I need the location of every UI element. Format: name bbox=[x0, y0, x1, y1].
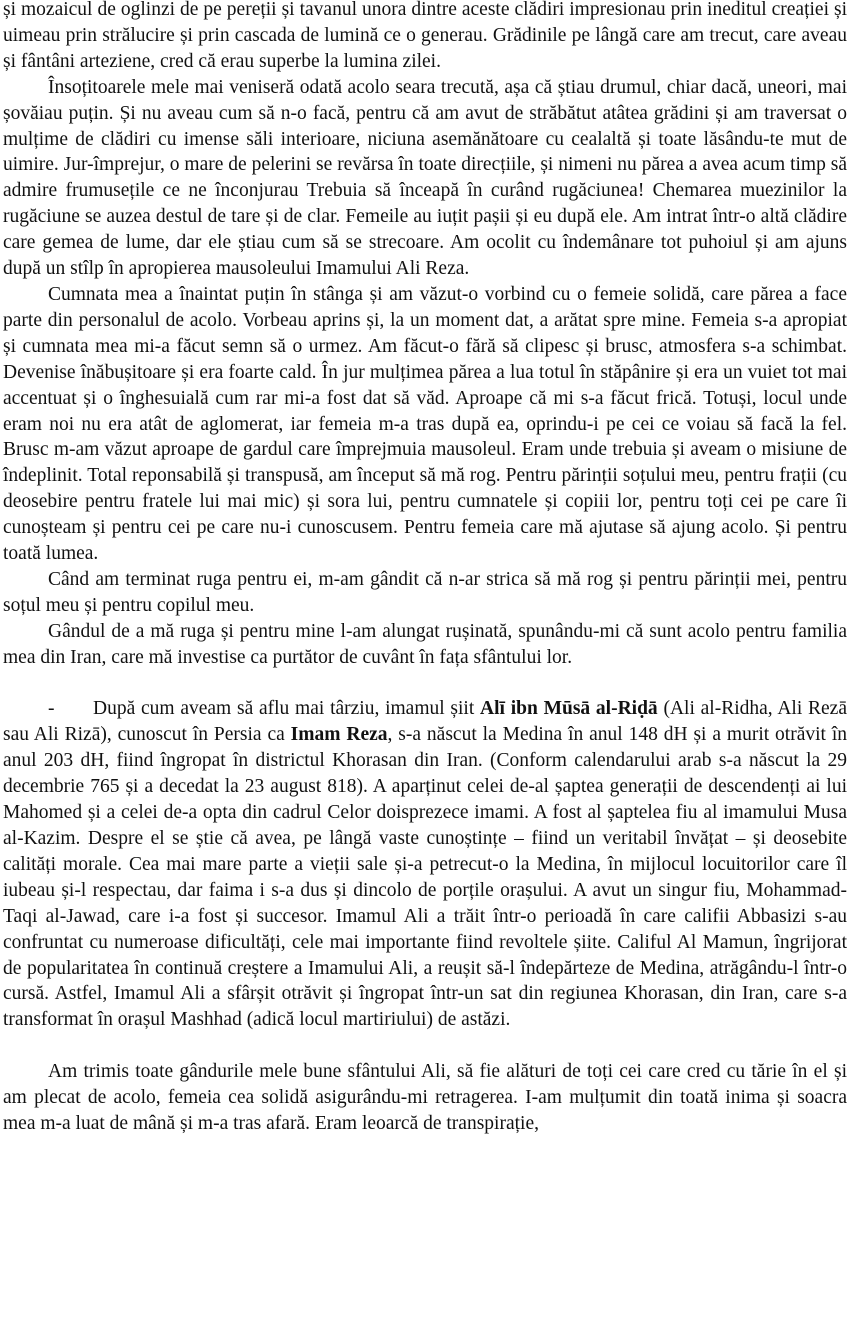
paragraph-3: Cumnata mea a înaintat puțin în stânga și am văzut-o vorbind cu o femeie solidă, care părea a face parte din personalul de acolo. Vorbeau aprins și, la un moment dat, a arătat spre mine. Femeia s-a apropiat și cumnata mea mi-a făcut semn să o urmez. Am făcut-o fără să clipesc și brusc, atmosfera s-a schimbat. Devenise înăbușitoare și era foarte cald. În jur mulțimea părea a lua totul în stăpânire și era un vuiet tot mai accentuat și o înghesuială cum rar mi-a fost dat să văd. Aproape că mi s-a făcut frică. Totuși, locul unde eram noi nu era atât de aglomerat, iar femeia m-a tras după ea, oprindu-i pe cei ce voiau să facă la fel. Brusc m-am văzut aproape de gardul care împrejmuia mausoleul. Eram unde trebuia și aveam o misiune de îndeplinit. Total reponsabilă și transpusă, am început să mă rog. Pentru părinții soțului meu, pentru frații (cu deosebire pentru fratele lui mai mic) și sora lui, pentru cumnatele și copiii lor, pentru toți cei pe care îi cunoșteam și pentru cei pe care nu-i cunoscusem. Pentru femeia care mă ajutase să ajung acolo. Și pentru toată lumea. bbox=[3, 283, 847, 565]
paragraph-5: Gândul de a mă ruga și pentru mine l-am alungat rușinată, spunându-mi că sunt acolo pentru familia mea din Iran, care mă investise ca purtător de cuvânt în fața sfântului lor. bbox=[3, 620, 847, 668]
footnote-paragraph bbox=[3, 696, 847, 1033]
closing-paragraph: Am trimis toate gândurile mele bune sfântului Ali, să fie alături de toți cei care cred cu tărie în el și am plecat de acolo, femeia cea solidă asigurându-mi retragerea. I-am mulțumit din toată inima și soacra mea m-a luat de mână și m-a tras afară. Eram leoarcă de transpirație, bbox=[3, 1061, 847, 1134]
note-text-1: După cum aveam să aflu mai târziu, imamul șiit bbox=[93, 698, 481, 720]
paragraph-1: și mozaicul de oglinzi de pe pereții și tavanul unora dintre aceste clădiri impresionau prin ineditul creației și uimeau prin strălucire și prin cascada de lumină ce o generau. Grădinile pe lângă care am trecut, care aveau și fântâni arteziene, cred că erau superbe la lumina zilei. bbox=[3, 0, 847, 72]
paragraph-4: Când am terminat ruga pentru ei, m-am gândit că n-ar strica să mă rog și pentru părinții mei, pentru soțul meu și pentru copilul meu. bbox=[3, 568, 847, 616]
note-dash: - bbox=[48, 698, 55, 720]
note-text-3: , s-a născut la Medina în anul 148 dH și a murit otrăvit în anul 203 dH, fiind îngropat în districtul Khorasan din Iran. (Conform calendarului arab s-a născut la 29 decembrie 765 și a decedat la 23 august 818). A aparținut celei de-al șaptea generații de descendenți ai lui Mahomed și a celei de-a opta din cadrul Celor doisprezece imami. A fost al șaptelea fiu al imamului Musa al-Kazim. Despre el se știe că avea, pe lângă vaste cunoștințe – fiind un veritabil învățat – și deosebite calități morale. Cea mai mare parte a vieții sale și-a petrecut-o la Medina, în mijlocul locuitorilor care îl iubeau și-l respectau, dar faima i s-a dus și dincolo de porțile orașului. A avut un singur fiu, Mohammad-Taqi al-Jawad, care i-a fost și succesor. Imamul Ali a trăit într-o perioadă în care califii Abbasizi s-au confruntat cu numeroase dificultăți, cele mai importante fiind revoltele șiite. Califul Al Mamun, îngrijorat de popularitatea în continuă creștere a Imamului Ali, a reușit să-l îndepărteze de Medina, atrăgându-l într-o cursă. Astfel, Imamul Ali a sfârșit otrăvit și îngropat într-un sat din regiunea Khorasan, din Iran, care s-a transformat în orașul Mashhad (adică locul martiriului) de astăzi. bbox=[3, 724, 848, 1031]
note-name-short: Imam Reza bbox=[290, 724, 388, 746]
note-text-2: (Ali al-Ridha, Ali Rezā sau Ali Rizā), cunoscut în Persia ca bbox=[3, 698, 847, 746]
note-name-full: Alī ibn Mūsā al-Riḍā bbox=[480, 698, 658, 720]
paragraph-2: Însoțitoarele mele mai veniseră odată acolo seara trecută, așa că știau drumul, chiar dacă, uneori, mai șovăiau puțin. Și nu aveau cum să n-o facă, pentru că am avut de străbătut atâtea grădini și am traversat o mulțime de clădiri cu imense săli interioare, niciuna asemănătoare cu cealaltă și toate lăsându-te mut de uimire. Jur-împrejur, o mare de pelerini se revărsa în toate direcțiile, și nimeni nu părea a avea acum timp să admire frumusețile ce ne înconjurau Trebuia să înceapă în curând rugăciunea! Chemarea muezinilor la rugăciune se auzea destul de tare și de clar. Femeile au iuțit pașii și eu după ele. Am intrat într-o altă clădire care gemea de lume, dar ele știau cum să se strecoare. Am ocolit cu îndemânare tot puhoiul și am ajuns după un stîlp în apropierea mausoleului Imamului Ali Reza. bbox=[3, 76, 847, 280]
